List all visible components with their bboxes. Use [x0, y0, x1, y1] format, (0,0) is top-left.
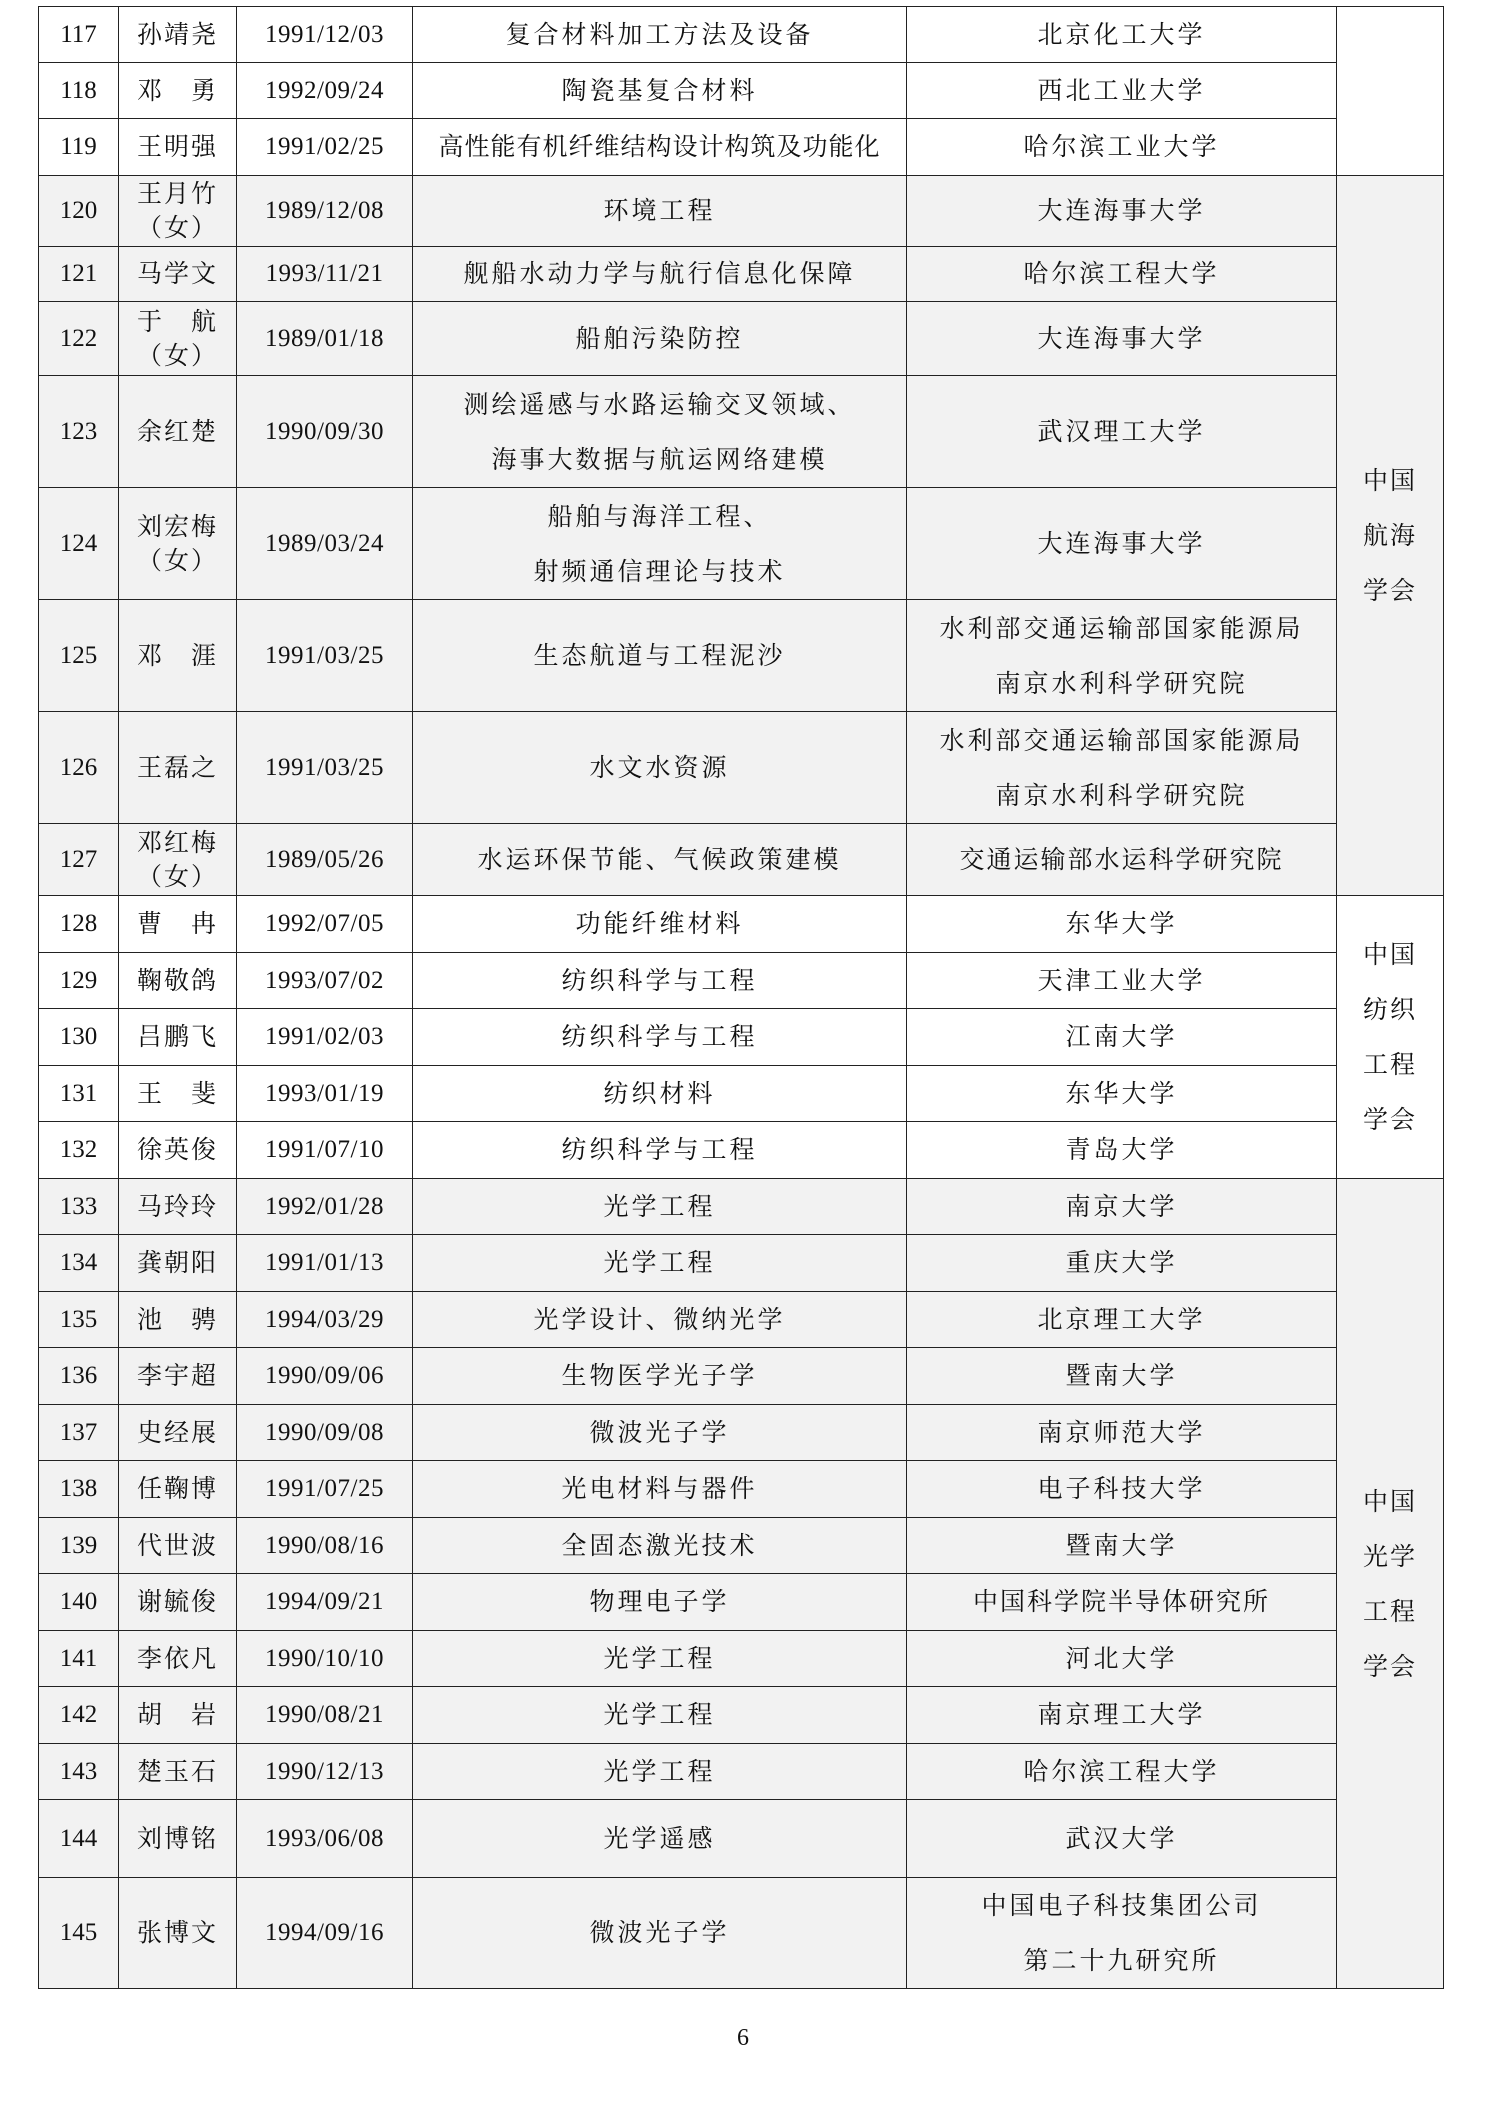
field-line: 射频通信理论与技术	[533, 556, 786, 586]
field-line: 船舶与海洋工程、	[547, 501, 772, 531]
institution-line: 水利部交通运输部国家能源局	[939, 725, 1304, 755]
institution-cell	[907, 600, 1337, 712]
name-cell: 胡 岩	[119, 1687, 237, 1744]
row-number: 143	[39, 1744, 119, 1800]
birth-date-cell: 1991/02/25	[237, 119, 413, 176]
name-cell: 马玲玲	[119, 1179, 237, 1235]
institution-cell: 哈尔滨工程大学	[907, 247, 1337, 302]
research-field-cell: 纺织科学与工程	[413, 1009, 907, 1066]
research-field-cell: 复合材料加工方法及设备	[413, 7, 907, 63]
table-row	[39, 1800, 1444, 1878]
institution-cell: 西北工业大学	[907, 63, 1337, 119]
society-text: 中国	[1362, 1486, 1417, 1516]
row-number: 129	[39, 953, 119, 1009]
table-row	[39, 824, 1444, 896]
research-field-cell: 光学设计、微纳光学	[413, 1292, 907, 1348]
table-row	[39, 63, 1444, 119]
name-cell: 邓 勇	[119, 63, 237, 119]
row-number: 128	[39, 896, 119, 953]
name-cell: 马学文	[119, 247, 237, 302]
institution-cell: 暨南大学	[907, 1518, 1337, 1574]
birth-date-cell: 1992/09/24	[237, 63, 413, 119]
research-field-cell: 生态航道与工程泥沙	[413, 600, 907, 712]
name-cell: 池 骋	[119, 1292, 237, 1348]
society-textile-cell	[1337, 896, 1444, 1179]
row-number: 145	[39, 1878, 119, 1989]
institution-cell: 河北大学	[907, 1631, 1337, 1687]
birth-date-cell: 1994/09/16	[237, 1878, 413, 1989]
birth-date-cell: 1990/09/30	[237, 376, 413, 488]
society-text: 光学	[1362, 1541, 1417, 1571]
table-row	[39, 1405, 1444, 1461]
name-cell: 鞠敬鸽	[119, 953, 237, 1009]
birth-date-cell: 1991/07/25	[237, 1461, 413, 1518]
research-field-cell: 船舶污染防控	[413, 302, 907, 376]
name-cell	[119, 176, 237, 247]
table-row	[39, 1574, 1444, 1631]
institution-cell: 北京化工大学	[907, 7, 1337, 63]
name-cell: 刘博铭	[119, 1800, 237, 1878]
row-number: 125	[39, 600, 119, 712]
table-row	[39, 1687, 1444, 1744]
research-field-cell: 水文水资源	[413, 712, 907, 824]
institution-cell: 东华大学	[907, 896, 1337, 953]
row-number: 135	[39, 1292, 119, 1348]
birth-date-cell: 1990/10/10	[237, 1631, 413, 1687]
research-field-cell: 光学工程	[413, 1744, 907, 1800]
society-cell-empty	[1337, 7, 1444, 176]
birth-date-cell: 1991/02/03	[237, 1009, 413, 1066]
research-field-cell: 光电材料与器件	[413, 1461, 907, 1518]
research-field-cell	[413, 488, 907, 600]
name-line: 邓红梅	[136, 827, 218, 857]
table-row	[39, 302, 1444, 376]
row-number: 133	[39, 1179, 119, 1235]
research-field-cell: 高性能有机纤维结构设计构筑及功能化	[413, 119, 907, 176]
row-number: 131	[39, 1066, 119, 1122]
birth-date-cell: 1990/09/08	[237, 1405, 413, 1461]
row-number: 142	[39, 1687, 119, 1744]
table-row	[39, 1348, 1444, 1405]
research-field-cell: 生物医学光子学	[413, 1348, 907, 1405]
table-row	[39, 1518, 1444, 1574]
birth-date-cell: 1991/01/13	[237, 1235, 413, 1292]
row-number: 141	[39, 1631, 119, 1687]
row-number: 120	[39, 176, 119, 247]
institution-cell: 南京理工大学	[907, 1687, 1337, 1744]
row-number: 119	[39, 119, 119, 176]
birth-date-cell: 1992/07/05	[237, 896, 413, 953]
table-row	[39, 1461, 1444, 1518]
research-field-cell: 陶瓷基复合材料	[413, 63, 907, 119]
table-row	[39, 1179, 1444, 1235]
birth-date-cell: 1991/03/25	[237, 600, 413, 712]
society-text: 纺织	[1362, 995, 1417, 1024]
field-line: 测绘遥感与水路运输交叉领域、	[463, 389, 856, 419]
table-row	[39, 1744, 1444, 1800]
society-text: 航海	[1362, 521, 1417, 550]
name-cell: 王 斐	[119, 1066, 237, 1122]
institution-line: 第二十九研究所	[1023, 1946, 1220, 1975]
institution-cell: 北京理工大学	[907, 1292, 1337, 1348]
field-line: 海事大数据与航运网络建模	[491, 444, 828, 474]
institution-line: 南京水利科学研究院	[995, 780, 1248, 810]
institution-cell: 天津工业大学	[907, 953, 1337, 1009]
society-text: 中国	[1362, 940, 1417, 969]
birth-date-cell: 1992/01/28	[237, 1179, 413, 1235]
research-field-cell: 微波光子学	[413, 1405, 907, 1461]
research-field-cell	[413, 376, 907, 488]
name-line: 于 航	[136, 306, 218, 336]
gender-note: （女）	[136, 213, 218, 242]
society-optics-cell	[1337, 1179, 1444, 1989]
institution-cell: 武汉理工大学	[907, 376, 1337, 488]
name-cell: 孙靖尧	[119, 7, 237, 63]
society-text: 学会	[1362, 1105, 1417, 1134]
birth-date-cell: 1993/07/02	[237, 953, 413, 1009]
birth-date-cell: 1990/12/13	[237, 1744, 413, 1800]
row-number: 126	[39, 712, 119, 824]
institution-cell: 大连海事大学	[907, 176, 1337, 247]
row-number: 121	[39, 247, 119, 302]
table-row	[39, 1878, 1444, 1989]
research-field-cell: 功能纤维材料	[413, 896, 907, 953]
table-row	[39, 1009, 1444, 1066]
birth-date-cell: 1990/08/21	[237, 1687, 413, 1744]
birth-date-cell: 1989/01/18	[237, 302, 413, 376]
row-number: 136	[39, 1348, 119, 1405]
birth-date-cell: 1991/07/10	[237, 1122, 413, 1179]
gender-note: （女）	[136, 545, 218, 575]
table-row	[39, 176, 1444, 247]
row-number: 130	[39, 1009, 119, 1066]
birth-date-cell: 1991/03/25	[237, 712, 413, 824]
name-cell: 楚玉石	[119, 1744, 237, 1800]
table-row	[39, 712, 1444, 824]
name-cell: 王明强	[119, 119, 237, 176]
research-field-cell: 光学工程	[413, 1179, 907, 1235]
institution-cell: 哈尔滨工业大学	[907, 119, 1337, 176]
gender-note: （女）	[136, 340, 218, 370]
row-number: 122	[39, 302, 119, 376]
row-number: 134	[39, 1235, 119, 1292]
institution-cell: 青岛大学	[907, 1122, 1337, 1179]
table-row	[39, 247, 1444, 302]
birth-date-cell: 1994/03/29	[237, 1292, 413, 1348]
name-cell: 代世波	[119, 1518, 237, 1574]
institution-cell	[907, 1878, 1337, 1989]
institution-cell: 重庆大学	[907, 1235, 1337, 1292]
table-row	[39, 1066, 1444, 1122]
row-number: 137	[39, 1405, 119, 1461]
research-field-cell: 光学工程	[413, 1687, 907, 1744]
name-cell: 曹 冉	[119, 896, 237, 953]
society-navigation-cell	[1337, 176, 1444, 896]
row-number: 118	[39, 63, 119, 119]
row-number: 140	[39, 1574, 119, 1631]
name-line: 王月竹	[136, 179, 218, 208]
society-text: 工程	[1362, 1050, 1417, 1079]
row-number: 124	[39, 488, 119, 600]
research-field-cell: 光学工程	[413, 1631, 907, 1687]
name-line: 刘宏梅	[136, 511, 218, 541]
institution-cell: 南京大学	[907, 1179, 1337, 1235]
society-text: 工程	[1362, 1596, 1417, 1626]
table-row	[39, 896, 1444, 953]
institution-line: 水利部交通运输部国家能源局	[939, 613, 1304, 643]
name-cell	[119, 488, 237, 600]
name-cell: 王磊之	[119, 712, 237, 824]
research-field-cell: 光学工程	[413, 1235, 907, 1292]
table-row	[39, 488, 1444, 600]
institution-cell: 暨南大学	[907, 1348, 1337, 1405]
research-field-cell: 光学遥感	[413, 1800, 907, 1878]
gender-note: （女）	[136, 861, 218, 891]
name-cell: 谢毓俊	[119, 1574, 237, 1631]
table-row	[39, 1631, 1444, 1687]
research-field-cell: 水运环保节能、气候政策建模	[413, 824, 907, 896]
name-cell: 张博文	[119, 1878, 237, 1989]
research-field-cell: 舰船水动力学与航行信息化保障	[413, 247, 907, 302]
institution-cell: 电子科技大学	[907, 1461, 1337, 1518]
nominee-table	[38, 6, 1444, 1989]
institution-cell: 大连海事大学	[907, 488, 1337, 600]
society-text: 中国	[1362, 466, 1417, 495]
row-number: 123	[39, 376, 119, 488]
name-cell	[119, 302, 237, 376]
birth-date-cell: 1993/06/08	[237, 1800, 413, 1878]
birth-date-cell: 1991/12/03	[237, 7, 413, 63]
table-row	[39, 1235, 1444, 1292]
institution-cell: 武汉大学	[907, 1800, 1337, 1878]
research-field-cell: 物理电子学	[413, 1574, 907, 1631]
institution-cell: 南京师范大学	[907, 1405, 1337, 1461]
row-number: 127	[39, 824, 119, 896]
table-row	[39, 600, 1444, 712]
name-cell: 邓 涯	[119, 600, 237, 712]
birth-date-cell: 1989/03/24	[237, 488, 413, 600]
table-row	[39, 7, 1444, 63]
row-number: 144	[39, 1800, 119, 1878]
institution-cell: 中国科学院半导体研究所	[907, 1574, 1337, 1631]
name-cell: 吕鹏飞	[119, 1009, 237, 1066]
research-field-cell: 全固态激光技术	[413, 1518, 907, 1574]
name-cell: 史经展	[119, 1405, 237, 1461]
name-cell: 任鞠博	[119, 1461, 237, 1518]
research-field-cell: 微波光子学	[413, 1878, 907, 1989]
institution-cell: 东华大学	[907, 1066, 1337, 1122]
institution-cell: 交通运输部水运科学研究院	[907, 824, 1337, 896]
birth-date-cell: 1993/01/19	[237, 1066, 413, 1122]
row-number: 117	[39, 7, 119, 63]
research-field-cell: 纺织科学与工程	[413, 1122, 907, 1179]
institution-cell: 哈尔滨工程大学	[907, 1744, 1337, 1800]
research-field-cell: 环境工程	[413, 176, 907, 247]
birth-date-cell: 1989/12/08	[237, 176, 413, 247]
row-number: 138	[39, 1461, 119, 1518]
society-text: 学会	[1362, 1651, 1417, 1681]
table-row	[39, 1122, 1444, 1179]
name-cell: 余红楚	[119, 376, 237, 488]
name-cell: 龚朝阳	[119, 1235, 237, 1292]
row-number: 132	[39, 1122, 119, 1179]
birth-date-cell: 1994/09/21	[237, 1574, 413, 1631]
birth-date-cell: 1993/11/21	[237, 247, 413, 302]
institution-cell: 江南大学	[907, 1009, 1337, 1066]
institution-cell: 大连海事大学	[907, 302, 1337, 376]
table-row	[39, 376, 1444, 488]
birth-date-cell: 1990/08/16	[237, 1518, 413, 1574]
institution-line: 南京水利科学研究院	[995, 668, 1248, 698]
institution-line: 中国电子科技集团公司	[981, 1891, 1262, 1920]
table-row	[39, 1292, 1444, 1348]
birth-date-cell: 1989/05/26	[237, 824, 413, 896]
research-field-cell: 纺织材料	[413, 1066, 907, 1122]
name-cell: 徐英俊	[119, 1122, 237, 1179]
name-cell: 李宇超	[119, 1348, 237, 1405]
name-cell: 李依凡	[119, 1631, 237, 1687]
research-field-cell: 纺织科学与工程	[413, 953, 907, 1009]
institution-cell	[907, 712, 1337, 824]
name-cell	[119, 824, 237, 896]
table-row	[39, 953, 1444, 1009]
birth-date-cell: 1990/09/06	[237, 1348, 413, 1405]
row-number: 139	[39, 1518, 119, 1574]
society-text: 学会	[1362, 576, 1417, 605]
page-number: 6	[737, 2025, 749, 2051]
table-row	[39, 119, 1444, 176]
